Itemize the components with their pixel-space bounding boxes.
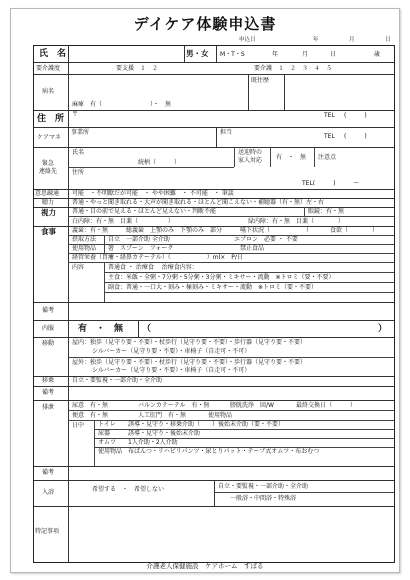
facility-name: 介護老人保健施設 ケアホーム すばる — [146, 562, 264, 570]
method-options[interactable]: 自立 一部介助 全介助 — [108, 236, 170, 243]
glasses-options[interactable]: 眼鏡：有・無 — [308, 208, 345, 215]
cm-tel-field[interactable]: ( ) — [344, 133, 367, 140]
address-label: 住 所 — [37, 114, 65, 124]
meal-label: 食事 — [41, 227, 56, 236]
special-notes-row — [34, 506, 394, 562]
swallow-field[interactable]: 嚥下状況（ ） — [240, 227, 313, 234]
medication-label: 内服 — [42, 325, 55, 332]
office-label: 事業所 — [71, 129, 90, 136]
note-label: 注意点 — [318, 154, 337, 161]
denture-label[interactable]: 義歯：有・無 — [72, 227, 109, 234]
staple-options[interactable]: 主食：米飯・全粥・7分粥・5分粥・3分粥・ミキサー・流動 ※トロミ（要・不要） — [108, 274, 335, 281]
vision-options[interactable]: 普通・目の前で見える・ほとんど見えない・判断不能 — [72, 208, 217, 215]
birth-day-label: 日 — [330, 51, 337, 58]
illness-row — [34, 74, 394, 111]
content-label: 内容 — [72, 264, 85, 271]
medication-paren-open: （ — [142, 324, 152, 334]
denture-options[interactable]: 総義歯 上顎のみ 下顎のみ 部分 — [126, 227, 223, 234]
illness-label: 病名 — [42, 88, 55, 95]
apron-options[interactable]: エプロン 必要 ・ 不要 — [234, 236, 298, 243]
stoma-items-label: 使用物品 — [208, 412, 233, 419]
urine-sense-options[interactable]: 尿意 有・無 — [72, 402, 109, 409]
notes-label-3: 備考 — [42, 469, 55, 476]
postal-mark: 〒 — [72, 111, 79, 118]
transfer-label: 移乗 — [42, 377, 55, 384]
toilet-label: 排泄 — [42, 404, 55, 411]
hearing-label: 聴力 — [42, 199, 55, 206]
birth-month-label: 月 — [302, 51, 309, 58]
diaper-label: オムツ — [98, 439, 117, 446]
bath-level-options[interactable]: 自立・要監視・一部介助・全介助 — [218, 483, 309, 490]
pickup-label-2: 家人対応 — [238, 157, 263, 164]
communication-options[interactable]: 可能 ・不明瞭だが可能 ・ やや困難 ・ 不可能 ・ 筆談 — [72, 190, 234, 197]
tube-feeding-field[interactable]: 経管栄養（胃瘻・経鼻カテーテル）（ ）ml× P/日 — [72, 254, 243, 261]
cm-tel-label: TEL — [324, 133, 335, 140]
support-level-options[interactable]: 要支援 １ ２ — [116, 65, 159, 72]
medication-row — [34, 320, 394, 338]
medication-paren-close: ） — [378, 324, 388, 334]
address-row — [34, 110, 394, 128]
notes-row-3 — [34, 466, 394, 481]
forbidden-food-label: 禁止食品 — [240, 245, 265, 252]
items-label: 使用物品 — [98, 448, 123, 455]
toilet-use-options[interactable]: 誘導・見守り・移乗介助（ ）後始末介助（要・不要） — [128, 421, 285, 428]
last-change-field[interactable]: 最終交換日（ ） — [296, 402, 357, 409]
address-tel-field[interactable]: ( ) — [344, 112, 367, 119]
notes-row-2 — [34, 386, 394, 401]
emergency-label-2: 連絡先 — [39, 168, 58, 175]
diaper-options[interactable]: 1人介助・2人介助 — [128, 439, 178, 446]
age-label: 歳 — [374, 51, 381, 58]
care-manager-row — [34, 127, 394, 148]
emergency-label-1: 緊急 — [42, 160, 55, 167]
hearing-options[interactable]: 普通・やっと聞き取れる・大声が聞き取れる・ほとんど聞こえない・補聴器（有・無）左・右 — [72, 199, 325, 206]
care-manager-label: ケアマネ — [37, 134, 62, 141]
urinal-label: 尿器 — [98, 430, 111, 437]
emergency-tel[interactable]: TEL( ) ー — [302, 180, 360, 187]
pickup-options[interactable]: 有 ・ 無 — [276, 154, 307, 161]
medication-options[interactable]: 有 ・ 無 — [78, 324, 124, 334]
vision-row — [34, 207, 394, 227]
communication-label: 意思疎通 — [35, 190, 60, 197]
indoor-options[interactable]: 屋内：独歩（見守り要・不要）・杖歩行（見守り要・不要）・歩行器（見守り要・不要） — [72, 339, 307, 346]
mobility-row — [34, 337, 394, 377]
emergency-name-label: 氏名 — [72, 149, 85, 156]
paralysis-field[interactable]: 麻痺 有（ ）・ 無 — [72, 101, 172, 108]
special-notes-label: 特記事項 — [35, 528, 60, 535]
toilet-row — [34, 400, 394, 467]
diet-type-options[interactable]: 普通食 ・ 治療食 治療食内容： — [108, 264, 198, 271]
outdoor-options-2[interactable]: シルバーカー（見守り要・不要）・車椅子（自走可・不可） — [92, 367, 251, 374]
date-month: 月 — [349, 37, 355, 43]
name-field[interactable] — [68, 46, 185, 62]
date-year: 年 — [313, 37, 319, 43]
tools-options[interactable]: 箸 スプーン フォーク — [108, 245, 174, 252]
appetite-field[interactable]: 食欲（ ） — [330, 227, 379, 234]
care-level-label: 要介護度 — [36, 65, 61, 72]
stoma-options[interactable]: 人工肛門 有・無 — [138, 412, 187, 419]
emergency-row — [34, 147, 394, 190]
person-label: 担当 — [220, 129, 233, 136]
meal-row — [34, 226, 394, 303]
stool-sense-options[interactable]: 便意 有・無 — [72, 412, 109, 419]
address-tel-label: TEL — [324, 112, 335, 119]
name-label: 氏 名 — [39, 49, 67, 59]
bath-wish-options[interactable]: 希望する ・ 希望しない — [92, 486, 165, 493]
special-notes-field[interactable] — [68, 506, 394, 562]
transfer-options[interactable]: 自立・要監視・一部介助・全介助 — [72, 377, 163, 384]
emergency-address-label: 住所 — [72, 169, 85, 176]
history-label: 既往歴 — [251, 77, 270, 84]
notes-row-1 — [34, 302, 394, 321]
application-form — [33, 45, 395, 563]
tools-label: 使用物品 — [72, 245, 97, 252]
form-sheet — [10, 8, 400, 573]
indoor-options-2[interactable]: シルバーカー（見守り要・不要）・車椅子（自走可・不可） — [92, 348, 251, 355]
urinal-options[interactable]: 誘導・見守り・後始末介助 — [128, 430, 201, 437]
era-options[interactable]: M・T・S — [220, 51, 245, 58]
emergency-relation[interactable]: 続柄（ ） — [138, 159, 181, 166]
care-level-options[interactable]: 要介護 １ ２ ３ ４ ５ — [254, 65, 333, 72]
bath-row — [34, 480, 394, 507]
glaucoma-field[interactable]: 緑内障：有・無 目薬（ ） — [248, 218, 345, 225]
method-label: 摂取方法 — [72, 236, 97, 243]
name-row — [34, 46, 394, 63]
cataract-field[interactable]: 白内障：有・無 目薬（ ） — [72, 218, 175, 225]
bladder-wash-field[interactable]: 膀胱洗浄 回/W — [230, 402, 274, 409]
pickup-label-1: 送迎時の — [238, 149, 263, 156]
notes-label-1: 備考 — [42, 307, 55, 314]
sex-options[interactable]: 男・女 — [186, 49, 209, 58]
outdoor-options[interactable]: 屋外：独歩（見守り要・不要）・杖歩行（見守り要・不要）・歩行器（見守り要・不要） — [72, 359, 307, 366]
side-dish-options[interactable]: 副食：普通・一口大・刻み・極刻み・ミキサー・流動 ※トロミ（要・不要） — [108, 284, 318, 291]
daytime-label: 日中 — [72, 422, 85, 429]
form-title: デイケア体験申込書 — [133, 15, 277, 33]
notes-label-2: 備考 — [42, 389, 55, 396]
items-options[interactable]: 布ぱんつ・リハビリパンツ・尿とりパット・テープ式オムツ・布おむつ — [128, 448, 320, 455]
toilet-use-label: トイレ — [98, 421, 116, 428]
bath-type-options[interactable]: 一般浴・中間浴・特殊浴 — [230, 495, 297, 502]
catheter-options[interactable]: バルンカテーテル 有・無 — [138, 402, 210, 409]
birth-year-label: 年 — [272, 51, 279, 58]
date-day: 日 — [385, 37, 391, 43]
mobility-label: 移動 — [42, 340, 55, 347]
vision-label: 視力 — [41, 208, 56, 217]
bath-label: 入浴 — [42, 489, 55, 496]
date-label: 申込日 — [239, 37, 256, 43]
